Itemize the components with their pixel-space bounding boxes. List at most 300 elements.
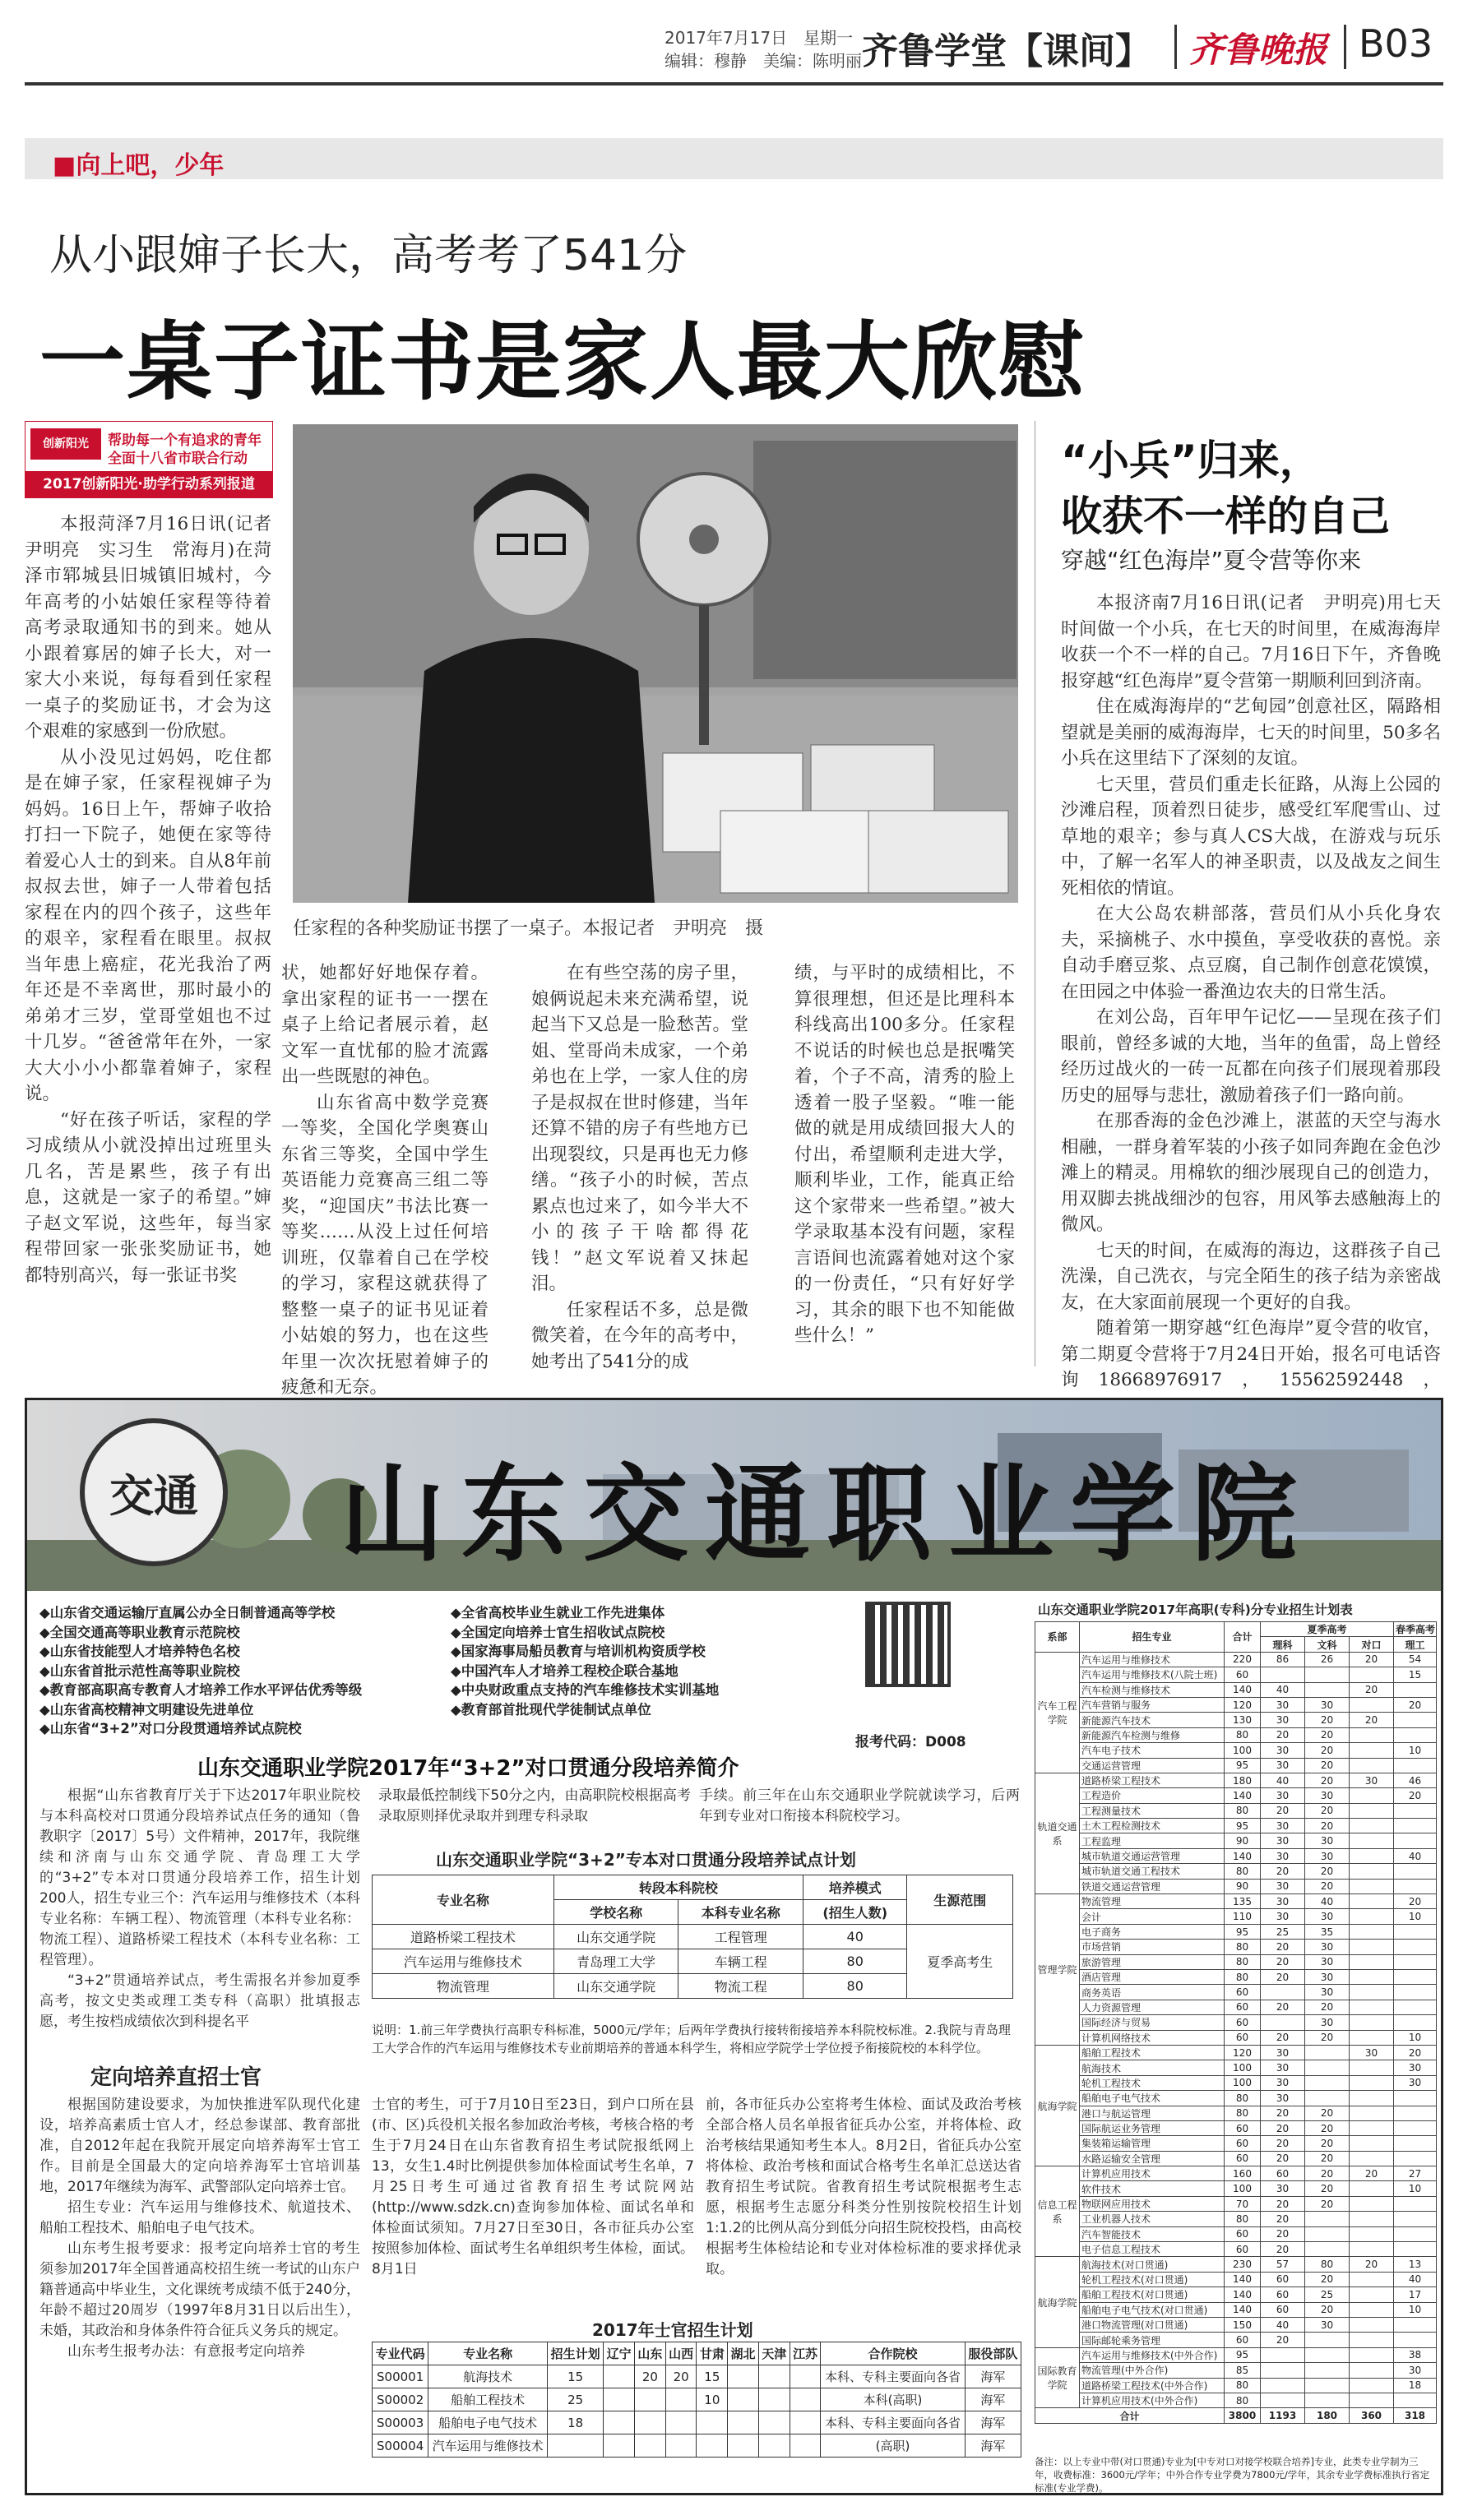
table-row	[1035, 2378, 1437, 2393]
table-cell	[1350, 1909, 1394, 1924]
table-cell: 30	[1261, 1848, 1305, 1863]
table-cell	[1305, 2212, 1350, 2226]
table-cell: 120	[1225, 1697, 1261, 1712]
table-cell: 本科(高职)	[821, 2388, 965, 2411]
table-cell	[1305, 1682, 1350, 1697]
nco-para: 山东考生报考要求：报考定向培养士官的考生须参加2017年全国普通高校招生统一考试的山东户籍普通高中毕业生，文化课统考成绩不低于240分，年龄不超过20周岁（1997年8月31日以后出生），未婚，其政治和身体条件符合征兵义务兵的规定。	[39, 2240, 360, 2339]
table-cell: 140	[1225, 1682, 1261, 1697]
table-cell: 30	[1305, 1969, 1350, 1984]
story1-para: “好在孩子听话，家程的学习成绩从小就没掉出过班里头几名，苦是累些，孩子有出息，这就是一家子的希望。”婶子赵文军说，这些年，每当家程带回家一张张奖励证书，她都特别高兴，每一张证书奖	[25, 1109, 271, 1286]
table-cell	[635, 2411, 666, 2434]
table-cell: 20	[1305, 1713, 1350, 1727]
table-cell: 230	[1225, 2257, 1261, 2272]
nco-para: 招生专业：汽车运用与维修技术、航道技术、船舶工程技术、船舶电子电气技术。	[39, 2199, 360, 2236]
table-cell	[1350, 2242, 1394, 2257]
table-cell: 100	[1225, 2075, 1261, 2090]
qr-code[interactable]	[865, 1602, 951, 1687]
table-cell	[1350, 2091, 1394, 2106]
table-cell: 25	[1261, 1924, 1305, 1939]
table-cell: 工业机器人技术	[1080, 2212, 1225, 2226]
table-cell: 船舶电子电气技术	[1080, 2091, 1225, 2106]
table-cell	[1394, 1819, 1437, 1833]
table-cell: 30	[1261, 1819, 1305, 1833]
table-cell: 40	[1394, 1848, 1437, 1863]
table-cell: 旅游管理	[1080, 1954, 1225, 1969]
story1-col3	[531, 960, 748, 1375]
table-cell	[790, 2411, 821, 2434]
story2-para: 在刘公岛，百年甲午记忆——呈现在孩子们眼前，曾经多诚的大地，当年的鱼雷，岛上曾经经历过战火的一砖一瓦都在向孩子们展现着那段历史的屈辱与悲壮，激励着孩子们一路向前。	[1061, 1007, 1441, 1106]
table-cell	[1261, 2378, 1305, 2393]
nco-col3	[706, 2095, 1021, 2280]
table-cell: 城市轨道交通运营管理	[1080, 1848, 1225, 1863]
table-cell	[697, 2411, 728, 2434]
table-row	[1035, 2393, 1437, 2407]
intro-col2	[378, 1786, 691, 1827]
story1-photo	[293, 424, 1018, 903]
table-cell: 86	[1261, 1652, 1305, 1667]
table-cell: 20	[1394, 1894, 1437, 1909]
table-cell: 10	[1394, 2302, 1437, 2317]
table-cell: 15	[697, 2365, 728, 2388]
table-row	[1035, 2091, 1437, 2106]
table-row	[373, 2388, 1021, 2411]
ad-banner	[27, 1400, 1441, 1591]
table-cell: 30	[1261, 2181, 1305, 2196]
table-cell	[1350, 2015, 1394, 2030]
feature-item: ◆山东省“3+2”对口分段贯通培养试点院校	[39, 1721, 302, 1736]
plan1-header: 生源范围	[907, 1875, 1013, 1925]
table-cell: 60	[1225, 2226, 1261, 2241]
table-cell	[728, 2388, 759, 2411]
table-cell: 20	[1305, 2136, 1350, 2151]
plan3-title: 山东交通职业学院2017年高职(专科)分专业招生计划表	[1038, 1602, 1353, 1617]
table-cell	[1394, 1803, 1437, 1818]
table-cell	[1394, 2226, 1437, 2241]
table-cell: 30	[1261, 1788, 1305, 1803]
plan2-header: 专业代码	[373, 2342, 428, 2365]
table-row	[1035, 2347, 1437, 2362]
table-row	[1035, 1819, 1437, 1833]
plan3-subheader: 理工	[1394, 1637, 1437, 1652]
table-cell: 汽车运用与维修技术	[428, 2434, 548, 2458]
table-cell: 20	[1305, 1819, 1350, 1833]
table-cell: 20	[1261, 2151, 1305, 2166]
column-tag-bg	[25, 138, 1443, 179]
plan1-subheader: (招生人数)	[803, 1900, 906, 1925]
table-cell: 20	[1305, 1803, 1350, 1818]
plan1-subheader: 本科专业名称	[678, 1900, 803, 1925]
table-cell: S00003	[373, 2411, 428, 2434]
table-cell	[1305, 1667, 1350, 1682]
plan3-header: 合计	[1225, 1622, 1261, 1653]
feature-item: ◆中央财政重点支持的汽车维修技术实训基地	[451, 1682, 720, 1698]
table-cell: 20	[1305, 2166, 1350, 2181]
table-cell: 20	[1261, 2242, 1305, 2257]
table-row	[1035, 1713, 1437, 1727]
table-cell: 80	[1225, 1940, 1261, 1954]
table-cell	[1350, 2212, 1394, 2226]
total-cell: 3800	[1225, 2408, 1261, 2423]
table-cell	[790, 2434, 821, 2458]
table-cell: 港口物流管理(对口贯通)	[1080, 2317, 1225, 2332]
table-cell: 30	[1350, 1773, 1394, 1787]
table-cell: 10	[1394, 1909, 1437, 1924]
table-cell: 汽车智能技术	[1080, 2226, 1225, 2241]
table-row	[1035, 1924, 1437, 1939]
photo-caption: 任家程的各种奖励证书摆了一桌子。本报记者 尹明亮 摄	[293, 918, 764, 939]
table-cell	[728, 2411, 759, 2434]
table-cell	[1350, 2226, 1394, 2241]
table-row	[373, 1925, 1013, 1949]
table-cell	[1305, 2378, 1350, 2393]
table-cell: 航海技术	[428, 2365, 548, 2388]
table-cell: 铁道交通运营管理	[1080, 1879, 1225, 1893]
table-cell: 30	[1305, 2015, 1350, 2030]
table-cell: 90	[1225, 1879, 1261, 1893]
table-cell: 20	[1350, 2166, 1394, 2181]
table-cell: 10	[1394, 2181, 1437, 2196]
table-row	[1035, 2196, 1437, 2211]
table-cell: 80	[1305, 2257, 1350, 2272]
table-cell	[548, 2434, 604, 2458]
plan2-header: 湖北	[728, 2342, 759, 2365]
total-cell: 360	[1350, 2408, 1394, 2423]
intro-para: 录取最低控制线下50分之内，由高职院校根据高考录取原则择优录取并到理专科录取	[378, 1787, 691, 1824]
badge-bottom: 2017创新阳光·助学行动系列报道	[25, 471, 272, 497]
table-cell: 本科、专科主要面向各省	[821, 2411, 965, 2434]
table-cell	[1350, 2151, 1394, 2166]
table-cell: 60	[1225, 2015, 1261, 2030]
table-cell: 60	[1261, 2287, 1305, 2302]
table-cell	[1261, 1985, 1305, 2000]
table-cell: 20	[1261, 2120, 1305, 2135]
table-cell: 船舶电子电气技术(对口贯通)	[1080, 2302, 1225, 2317]
table-cell	[1305, 2060, 1350, 2075]
table-cell	[1394, 1985, 1437, 2000]
feature-item: ◆中国汽车人才培养工程校企联合基地	[451, 1662, 678, 1679]
table-cell: 汽车电子技术	[1080, 1743, 1225, 1758]
table-cell: 20	[1305, 2151, 1350, 2166]
table-row	[1035, 2363, 1437, 2378]
table-cell	[1350, 2030, 1394, 2045]
table-cell: 20	[1305, 2181, 1350, 2196]
table-cell: 新能源汽车检测与维修	[1080, 1727, 1225, 1742]
table-cell: 40	[1261, 1773, 1305, 1787]
table-cell: 20	[1394, 2045, 1437, 2060]
table-cell: 30	[1305, 1848, 1350, 1863]
table-cell: 车辆工程	[678, 1949, 803, 1974]
story2-para: 住在威海海岸的“艺甸园”创意社区，隔路相望就是美丽的威海海岸，七天的时间里，50多名小兵在这里结下了深刻的友谊。	[1061, 696, 1441, 769]
table-cell: 60	[1261, 2272, 1305, 2286]
table-cell: 船舶电子电气技术	[428, 2411, 548, 2434]
table-cell: 海军	[965, 2434, 1021, 2458]
table-cell: 工程造价	[1080, 1788, 1225, 1803]
plan1-header: 培养模式	[803, 1875, 906, 1900]
table-row	[1035, 2181, 1437, 2196]
feature-item: ◆山东省技能型人才培养特色名校	[39, 1644, 240, 1659]
story1-para: 在有些空荡的房子里，娘俩说起未来充满希望，说起当下又总是一脸愁苦。堂姐、堂哥尚未成家，一个弟弟也在上学，一家人住的房子是叔叔在世时修建，当年还算不错的房子有些地方已出现裂纹，只是再也无力修缮。“孩子小的时候，苦点累点也过来了，如今半大不小的孩子干啥都得花钱！”赵文军说着又抹起泪。	[531, 963, 748, 1294]
table-cell: 40	[1305, 1894, 1350, 1909]
table-cell: 140	[1225, 2302, 1261, 2317]
table-cell: S00001	[373, 2365, 428, 2388]
table-cell: 20	[1350, 1682, 1394, 1697]
table-cell	[1394, 2393, 1437, 2407]
plan2-body	[373, 2365, 1021, 2458]
table-row	[1035, 1879, 1437, 1893]
table-cell: 30	[1305, 1954, 1350, 1969]
table-cell: 轮机工程技术	[1080, 2075, 1225, 2090]
table-cell: 35	[1305, 1924, 1350, 1939]
table-cell: 100	[1225, 2060, 1261, 2075]
table-cell: 30	[1305, 1788, 1350, 1803]
table-cell: 20	[1261, 1969, 1305, 1984]
table-cell: 电子信息工程技术	[1080, 2242, 1225, 2257]
table-cell: 20	[1261, 2196, 1305, 2211]
table-cell	[1350, 2333, 1394, 2347]
table-cell: 商务英语	[1080, 1985, 1225, 2000]
table-cell: 30	[1261, 1758, 1305, 1773]
story1-col2	[281, 960, 489, 1401]
table-cell	[1305, 2091, 1350, 2106]
table-row	[1035, 2030, 1437, 2045]
story1-subtitle: 从小跟婶子长大，高考考了541分	[49, 231, 688, 280]
table-cell	[1305, 2393, 1350, 2407]
table-cell: 54	[1394, 1652, 1437, 1667]
table-cell: (高职)	[821, 2434, 965, 2458]
table-cell	[1261, 2347, 1305, 2362]
table-row	[1035, 1652, 1437, 1667]
table-cell: 160	[1225, 2166, 1261, 2181]
table-cell	[1350, 1667, 1394, 1682]
table-cell: 20	[1305, 1727, 1350, 1742]
table-cell: 酒店管理	[1080, 1969, 1225, 1984]
table-cell: 20	[1305, 1743, 1350, 1758]
table-cell: 80	[1225, 1727, 1261, 1742]
table-row	[1035, 2151, 1437, 2166]
table-cell: 27	[1394, 2166, 1437, 2181]
plan1-header: 专业名称	[373, 1875, 554, 1925]
table-cell	[1394, 1758, 1437, 1773]
table-row	[1035, 2257, 1437, 2272]
table-cell	[1350, 1879, 1394, 1893]
table-cell	[1394, 1864, 1437, 1879]
table-cell: 140	[1225, 1848, 1261, 1863]
intro-col1	[39, 1786, 360, 2032]
plan3-note: 备注：以上专业中带(对口贯通)专业为[中专对口对接学校联合培养]专业，此类专业学制为三年，收费标准：3600元/学年；中外合作专业学费为7800元/学年，其余专业学费标准执行省定标准(专业学费)。	[1035, 2456, 1430, 2494]
feature-item: ◆全省高校毕业生就业工作先进集体	[451, 1605, 665, 1621]
table-cell: 80	[1225, 2378, 1261, 2393]
table-cell	[1394, 1879, 1437, 1893]
header-rule	[25, 82, 1443, 86]
table-cell: 集装箱运输管理	[1080, 2136, 1225, 2151]
table-cell	[758, 2411, 790, 2434]
table-row	[1035, 1909, 1437, 1924]
table-cell	[1305, 2075, 1350, 2090]
feature-item: ◆国家海事局船员教育与培训机构资质学校	[451, 1644, 706, 1659]
feature-item: ◆山东省交通运输厅直属公办全日制普通高等学校	[39, 1605, 336, 1621]
table-cell: 40	[1261, 1682, 1305, 1697]
table-row	[1035, 1940, 1437, 1954]
table-row	[1035, 2060, 1437, 2075]
table-cell	[635, 2434, 666, 2458]
table-cell: 城市轨道交通工程技术	[1080, 1864, 1225, 1879]
table-cell: 山东交通学院	[553, 1974, 678, 1999]
table-cell: S00002	[373, 2388, 428, 2411]
table-row	[1035, 1758, 1437, 1773]
table-cell	[1350, 1743, 1394, 1758]
story2-title-2: 收获不一样的自己	[1061, 492, 1390, 540]
table-cell: 20	[1305, 2106, 1350, 2120]
table-cell	[1350, 1803, 1394, 1818]
table-cell	[1350, 2347, 1394, 2362]
table-cell	[1350, 1819, 1394, 1833]
nco-para: 山东考生报考办法：有意报考定向培养	[67, 2343, 305, 2360]
table-cell	[1305, 2363, 1350, 2378]
feature-item: ◆全国交通高等职业教育示范院校	[39, 1624, 240, 1640]
table-row	[1035, 2166, 1437, 2181]
table-cell: 国际经济与贸易	[1080, 2015, 1225, 2030]
table-cell: 20	[1261, 2106, 1305, 2120]
table-row	[373, 2365, 1021, 2388]
table-cell: 计算机应用技术	[1080, 2166, 1225, 2181]
table-cell: 140	[1225, 1788, 1261, 1803]
intro-para: 手续。前三年在山东交通职业学院就读学习，后两年到专业对口衔接本科院校学习。	[699, 1787, 1020, 1824]
table-cell	[1350, 1924, 1394, 1939]
table-cell	[728, 2365, 759, 2388]
badge-line2: 全面十八省市联合行动	[108, 451, 248, 467]
table-cell: 海军	[965, 2411, 1021, 2434]
table-cell	[1394, 1924, 1437, 1939]
table-cell	[1394, 1713, 1437, 1727]
table-cell	[1350, 1833, 1394, 1848]
table-cell: 20	[665, 2365, 697, 2388]
table-cell: 海军	[965, 2365, 1021, 2388]
features-col2	[451, 1603, 813, 1719]
story1-para: 绩，与平时的成绩相比，不算很理想，但还是比理科本科线高出100多分。任家程不说话的时候也总是抿嘴笑着，个子不高，清秀的脸上透着一股子坚毅。“唯一能做的就是用成绩回报大人的付出，希望顺利走进大学，顺利毕业，工作，能真正给这个家带来一些希望。”被大学录取基本没有问题，家程言语间也流露着她对这个家的一份责任，“只有好好学习，其余的眼下也不知能做些什么！”	[794, 963, 1015, 1346]
table-cell	[790, 2365, 821, 2388]
table-cell: 物流管理	[1080, 1894, 1225, 1909]
table-row	[373, 2411, 1021, 2434]
dept-cell: 轨道交通系	[1035, 1773, 1080, 1893]
table-row	[1035, 1727, 1437, 1742]
table-cell: 物流管理	[373, 1974, 554, 1999]
plan2-header: 辽宁	[604, 2342, 635, 2365]
story1-col1	[25, 511, 289, 1288]
table-cell: 船舶工程技术	[428, 2388, 548, 2411]
table-cell: 30	[1394, 2075, 1437, 2090]
total-row	[1035, 2408, 1437, 2423]
plan3-header: 春季高考	[1394, 1622, 1437, 1637]
table-cell	[1350, 2272, 1394, 2286]
story2-body	[1061, 590, 1441, 1419]
table-row	[1035, 1985, 1437, 2000]
story2-para: 七天里，营员们重走长征路，从海上公园的沙滩启程，顶着烈日徒步，感受红军爬雪山、过草地的艰辛；参与真人CS大战，在游戏与玩乐中，了解一名军人的神圣职责，以及战友之间生死相依的情谊。	[1061, 774, 1441, 899]
nco-para: 前，各市征兵办公室将考生体检、面试及政治考核全部合格人员名单报省征兵办公室，并将体检、政治考核结果通知考生本人。8月2日，省征兵办公室将体检、政治考核和面试合格考生名单汇总送达省教育招生考试院。省教育招生考试院根据考生志愿，根据考生志愿分科类分性别按院校招生计划1:1.2的比例从高分到低分向招生院校投档，由高校根据考生体检结论和专业对体检标准的要求择优录取。	[706, 2097, 1021, 2277]
table-cell: 26	[1305, 1652, 1350, 1667]
section-title: 齐鲁学堂【课间】	[862, 30, 1151, 72]
table-cell: 30	[1261, 1713, 1305, 1727]
table-cell: 工程测量技术	[1080, 1803, 1225, 1818]
table-row	[1035, 2045, 1437, 2060]
table-cell	[1261, 2363, 1305, 2378]
table-cell: 土木工程检测技术	[1080, 1819, 1225, 1833]
plan2-header: 招生计划	[548, 2342, 604, 2365]
paper-logo: 齐鲁晚报	[1189, 30, 1328, 70]
table-cell: 20	[1350, 1652, 1394, 1667]
table-cell: 60	[1225, 2151, 1261, 2166]
feature-item: ◆全国定向培养士官生招收试点院校	[451, 1624, 665, 1640]
table-cell	[1305, 2045, 1350, 2060]
table-cell: 20	[1261, 1727, 1305, 1742]
table-row	[1035, 2000, 1437, 2014]
table-cell	[1350, 1969, 1394, 1984]
table-cell: 船舶工程技术	[1080, 2045, 1225, 2060]
table-cell: 140	[1225, 2272, 1261, 2286]
intro-title: 山东交通职业学院2017年“3+2”对口贯通分段培养简介	[197, 1756, 739, 1781]
story2-subtitle: 穿越“红色海岸”夏令营等你来	[1061, 547, 1362, 574]
divider-bar	[1174, 25, 1177, 69]
table-cell: 会计	[1080, 1909, 1225, 1924]
table-cell: 20	[1305, 1758, 1350, 1773]
table-row	[1035, 1773, 1437, 1787]
table-cell: 航海技术(对口贯通)	[1080, 2257, 1225, 2272]
table-cell	[635, 2388, 666, 2411]
table-cell	[1261, 1667, 1305, 1682]
table-cell: 30	[1261, 1743, 1305, 1758]
table-cell: 30	[1394, 2060, 1437, 2075]
table-cell: 国际邮轮乘务管理	[1080, 2333, 1225, 2347]
table-cell: 15	[1394, 1667, 1437, 1682]
table-cell: 20	[1305, 1879, 1350, 1893]
table-cell: 18	[1394, 2378, 1437, 2393]
table-cell	[1350, 2106, 1394, 2120]
table-cell: 120	[1225, 2045, 1261, 2060]
table-cell	[1305, 2226, 1350, 2241]
table-cell	[1394, 1969, 1437, 1984]
plan3-header: 夏季高考	[1261, 1622, 1394, 1637]
story2-para: 七天的时间，在威海的海边，这群孩子自己洗澡，自己洗衣，与完全陌生的孩子结为亲密战友，在大家面前展现一个更好的自我。	[1061, 1240, 1441, 1313]
table-cell: 20	[1394, 1697, 1437, 1712]
table-row	[1035, 1894, 1437, 1909]
table-cell	[1394, 1940, 1437, 1954]
table-cell	[1350, 1985, 1394, 2000]
table-cell	[1394, 2136, 1437, 2151]
feature-item: ◆山东省首批示范性高等职业院校	[39, 1662, 240, 1679]
school-name: 山东交通职业学院	[340, 1453, 1314, 1576]
table-row	[1035, 1954, 1437, 1969]
table-cell: 18	[548, 2411, 604, 2434]
nco-title: 定向培养直招士官	[90, 2065, 262, 2090]
table-cell: 30	[1305, 1940, 1350, 1954]
table-cell	[1350, 2060, 1394, 2075]
total-cell: 180	[1305, 2408, 1350, 2423]
table-cell: 本科、专科主要面向各省	[821, 2365, 965, 2388]
table-cell: 85	[1225, 2363, 1261, 2378]
table-cell: 10	[697, 2388, 728, 2411]
intro-para: 根据“山东省教育厅关于下达2017年职业院校与本科高校对口贯通分段培养试点任务的通知（鲁教职字〔2017〕5号）文件精神，2017年，我院继续和济南与山东交通学院、青岛理工大学的“3+2”专本对口贯通分段培养工作，招生计划200人，招生专业三个：汽车运用与维修技术（本科专业名称：车辆工程）、物流管理（本科专业名称：物流工程）、道路桥梁工程技术（本科专业名称：工程管理）。	[39, 1787, 360, 1968]
table-cell	[1350, 2000, 1394, 2014]
plan3-body	[1035, 1652, 1437, 2423]
table-cell	[1350, 2075, 1394, 2090]
table-cell	[1350, 1940, 1394, 1954]
dept-cell: 航海学院	[1035, 2257, 1080, 2347]
feature-item: ◆教育部首批现代学徒制试点单位	[451, 1701, 651, 1718]
table-row	[1035, 2317, 1437, 2332]
table-cell: 80	[1225, 1803, 1261, 1818]
table-cell	[1350, 2393, 1394, 2407]
table-cell	[1350, 2302, 1394, 2317]
table-row	[1035, 2075, 1437, 2090]
